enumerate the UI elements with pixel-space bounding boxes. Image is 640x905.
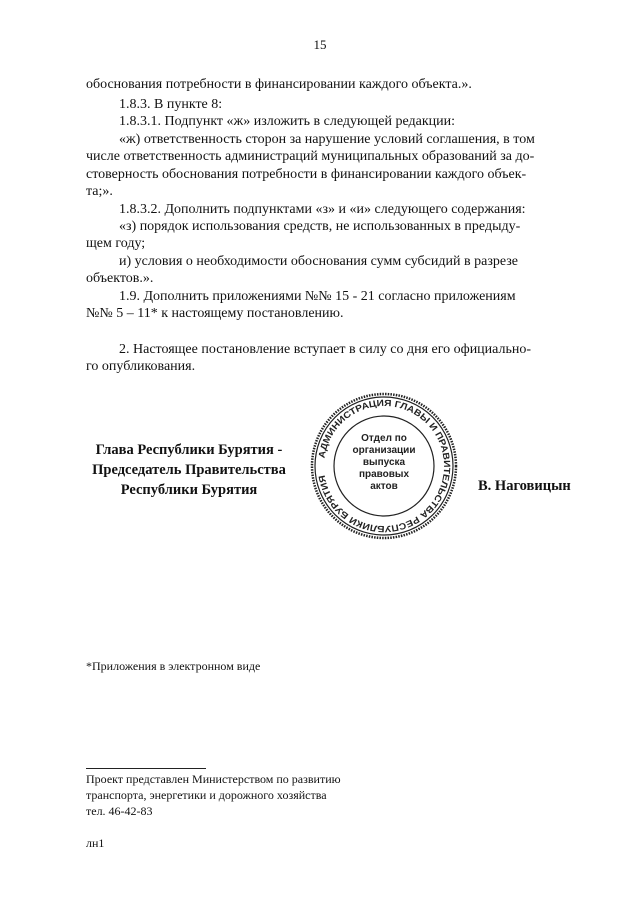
stamp-ring-text: АДМИНИСТРАЦИЯ ГЛАВЫ И ПРАВИТЕЛЬСТВА РЕСПУБЛИКИ БУРЯТИЯ — [316, 397, 453, 535]
body-line: «з) порядок использования средств, не использованных в предыду- — [119, 219, 521, 234]
footer-divider — [86, 768, 206, 769]
body-line: 1.8.3.1. Подпункт «ж» изложить в следующей редакции: — [119, 114, 455, 129]
body-line: 1.9. Дополнить приложениями №№ 15 - 21 согласно приложениям — [119, 289, 516, 304]
stamp-center-line: правовых — [358, 469, 410, 480]
body-line: объектов.». — [86, 271, 154, 286]
stamp-center-line: выпуска — [362, 457, 406, 468]
footer-code: лн1 — [86, 836, 105, 850]
body-line: та;». — [86, 184, 113, 199]
stamp-center-line: Отдел по — [361, 433, 407, 444]
stamp-center-line: актов — [370, 481, 398, 492]
body-line: и) условия о необходимости обоснования сумм субсидий в разрезе — [119, 254, 518, 269]
official-stamp — [309, 391, 459, 541]
body-line: стоверность обоснования потребности в финансировании каждого объек- — [86, 167, 527, 182]
body-line: 1.8.3. В пункте 8: — [119, 97, 223, 112]
body-line: го опубликования. — [86, 359, 196, 374]
footer-line: Проект представлен Министерством по развитию — [86, 772, 341, 786]
body-line: обоснования потребности в финансировании каждого объекта.». — [86, 77, 472, 92]
body-line: 1.8.3.2. Дополнить подпунктами «з» и «и» следующего содержания: — [119, 202, 526, 217]
signatory-title-line: Председатель Правительства — [92, 462, 286, 478]
body-line: 2. Настоящее постановление вступает в силу со дня его официально- — [119, 342, 532, 357]
body-line: числе ответственность администраций муниципальных образований за до- — [86, 149, 535, 164]
page-number: 15 — [313, 37, 327, 52]
signatory-name: В. Наговицын — [478, 478, 571, 494]
signatory-title — [84, 440, 294, 500]
signatory-title-line: Республики Бурятия — [120, 482, 258, 498]
attachments-note: *Приложения в электронном виде — [86, 659, 261, 673]
footer-line: транспорта, энергетики и дорожного хозяйства — [86, 788, 327, 802]
body-line: «ж) ответственность сторон за нарушение условий соглашения, в том — [119, 132, 535, 147]
body-line: №№ 5 – 11* к настоящему постановлению. — [86, 306, 344, 321]
stamp-center-line: организации — [352, 445, 416, 456]
body-line: щем году; — [86, 236, 146, 251]
footer-line: тел. 46-42-83 — [86, 804, 153, 818]
signatory-title-line: Глава Республики Бурятия - — [95, 442, 283, 458]
